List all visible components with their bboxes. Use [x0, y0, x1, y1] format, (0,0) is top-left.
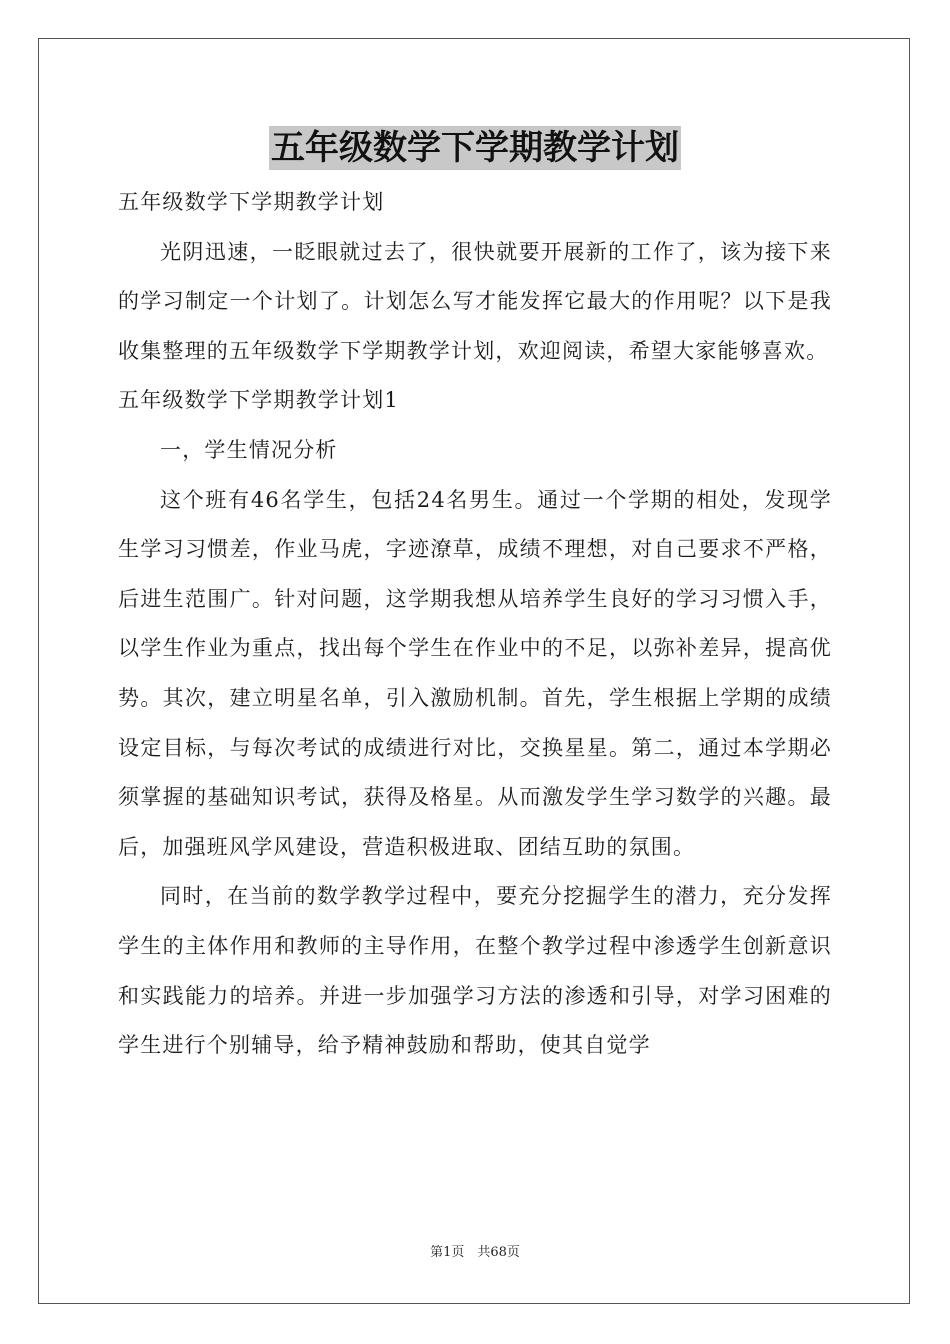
- subsection-heading: 一，学生情况分析: [160, 437, 338, 462]
- page-footer: 第1页 共68页: [430, 1245, 520, 1260]
- intro-paragraph: 光阴迅速，一眨眼就过去了，很快就要开展新的工作了，该为接下来的学习制定一个计划了。计划怎么写才能发挥它最大的作用呢？以下是我收集整理的五年级数学下学期教学计划，欢迎阅读，希望大家能够喜欢。: [118, 239, 832, 363]
- document-title: 五年级数学下学期教学计划: [271, 128, 679, 168]
- body-paragraph: 这个班有46名学生，包括24名男生。通过一个学期的相处，发现学生学习习惯差，作业马虎，字迹潦草，成绩不理想，对自己要求不严格，后进生范围广。针对问题，这学期我想从培养学生良好的学习习惯入手，以学生作业为重点，找出每个学生在作业中的不足，以弥补差异，提高优势。其次，建立明星名单，引入激励机制。首先，学生根据上学期的成绩设定目标，与每次考试的成绩进行对比，交换星星。第二，通过本学期必须掌握的基础知识考试，获得及格星。从而激发学生学习数学的兴趣。最后，加强班风学风建设，营造积极进取、团结互助的氛围。: [118, 487, 832, 859]
- title-container: [0, 126, 950, 170]
- subtitle-paragraph: 五年级数学下学期教学计划: [118, 190, 385, 214]
- section-heading: 五年级数学下学期教学计划1: [118, 388, 399, 413]
- body-paragraph: 同时，在当前的数学教学过程中，要充分挖掘学生的潜力，充分发挥学生的主体作用和教师的主导作用，在整个教学过程中渗透学生创新意识和实践能力的培养。并进一步加强学习方法的渗透和引导，对学习困难的学生进行个别辅导，给予精神鼓励和帮助，使其自觉学: [118, 884, 832, 1058]
- document-body: [118, 178, 832, 1071]
